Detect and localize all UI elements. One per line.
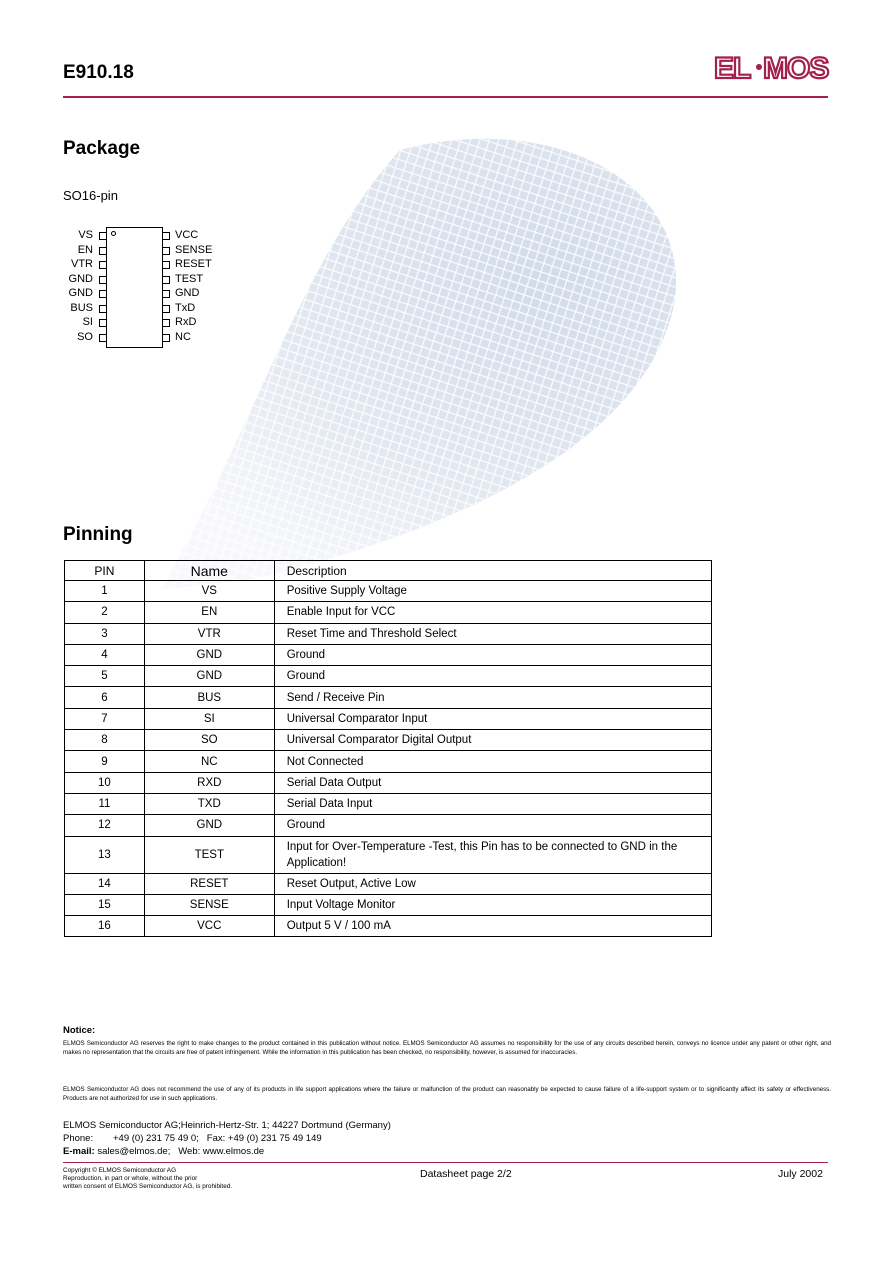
pin-description: Ground xyxy=(274,644,711,665)
copyright-line: written consent of ELMOS Semiconductor AG, is prohibited. xyxy=(63,1183,233,1190)
email-line xyxy=(63,1145,391,1158)
pin-number: 7 xyxy=(65,708,145,729)
pin-number: 3 xyxy=(65,623,145,644)
table-row xyxy=(65,730,712,751)
pin-number: 14 xyxy=(65,873,145,894)
pin-description: Reset Output, Active Low xyxy=(274,873,711,894)
package-heading: Package xyxy=(63,138,141,159)
pin-label-right: GND xyxy=(175,287,200,299)
copyright-line: Copyright © ELMOS Semiconductor AG xyxy=(63,1167,177,1174)
header-divider xyxy=(63,96,828,98)
pin-description: Output 5 V / 100 mA xyxy=(274,916,711,937)
pin-pad xyxy=(162,232,170,240)
pin-name: SENSE xyxy=(144,894,274,915)
phone-label: Phone: xyxy=(63,1133,94,1144)
table-row xyxy=(65,772,712,793)
pin-name: VCC xyxy=(144,916,274,937)
pin-name: SI xyxy=(144,708,274,729)
table-row xyxy=(65,815,712,836)
pin-label-left: GND xyxy=(68,287,93,299)
pin-pad xyxy=(162,276,170,284)
pin-number: 6 xyxy=(65,687,145,708)
pin-label-left: EN xyxy=(77,243,93,256)
pin-number: 8 xyxy=(65,730,145,751)
pin-label-left: SI xyxy=(82,316,93,328)
pin-pad xyxy=(99,276,107,284)
pin-description: Serial Data Output xyxy=(274,772,711,793)
notice-paragraph: ELMOS Semiconductor AG reserves the right to make changes to the product contained in this publication without notice. ELMOS Semiconductor AG assumes no responsibility for the use of any circuits described herein, conveys no licence under any patent or other right, and makes no representation that the circuits are free of patent infringement. While the information in this publication has been checked, no responsibility, however, is assumed for inaccuracies. xyxy=(63,1040,831,1056)
notice-paragraph: ELMOS Semiconductor AG does not recommend the use of any of its products in life support applications where the failure or malfunction of the product can reasonably be expected to cause failure of a life-support system or to significantly affect its safety or effectiveness. Products are not authorized for use in such applications. xyxy=(63,1086,831,1102)
pin-label-left: VS xyxy=(78,229,93,241)
table-row xyxy=(65,836,712,873)
company-address: ELMOS Semiconductor AG;Heinrich-Hertz-Str. 1; 44227 Dortmund (Germany) xyxy=(63,1120,391,1131)
pin-label-left: GND xyxy=(68,272,93,285)
pin-number: 10 xyxy=(65,772,145,793)
pin-name: VTR xyxy=(144,623,274,644)
pin-label-right: NC xyxy=(175,330,191,343)
pin-name: GND xyxy=(144,666,274,687)
pin-label-left: BUS xyxy=(70,301,93,314)
svg-text:MOS: MOS xyxy=(763,52,829,85)
pin-label-right: TEST xyxy=(175,272,204,285)
pin-description: Input for Over-Temperature -Test, this Pin has to be connected to GND in the Application! xyxy=(274,836,711,873)
pin-name: RESET xyxy=(144,873,274,894)
pin-description: Reset Time and Threshold Select xyxy=(274,623,711,644)
footer-divider xyxy=(63,1162,828,1163)
page-number: Datasheet page 2/2 xyxy=(420,1168,512,1180)
web-address[interactable]: www.elmos.de xyxy=(202,1146,265,1157)
pin-number: 16 xyxy=(65,916,145,937)
pin-pad xyxy=(162,290,170,298)
document-number: E910.18 xyxy=(63,62,134,83)
copyright-notice xyxy=(63,1167,232,1191)
pin-label-right: RxD xyxy=(175,316,197,328)
phone-line xyxy=(63,1132,391,1145)
company-contact xyxy=(63,1119,391,1158)
pin-description: Universal Comparator Digital Output xyxy=(274,730,711,751)
pin-name: TXD xyxy=(144,793,274,814)
pin-label-right: SENSE xyxy=(175,243,213,256)
elmos-logo xyxy=(712,46,830,86)
pin-number: 2 xyxy=(65,602,145,623)
web-label: Web: xyxy=(178,1146,201,1157)
pin-description: Not Connected xyxy=(274,751,711,772)
pin-name: NC xyxy=(144,751,274,772)
pin-pad xyxy=(162,334,170,342)
pin-name: RXD xyxy=(144,772,274,793)
table-row xyxy=(65,666,712,687)
pin-number: 11 xyxy=(65,793,145,814)
pinning-heading: Pinning xyxy=(63,524,133,545)
pin-description: Universal Comparator Input xyxy=(274,708,711,729)
pin-pad xyxy=(99,232,107,240)
pin-pad xyxy=(99,305,107,313)
pin-name: GND xyxy=(144,815,274,836)
table-row xyxy=(65,793,712,814)
fax-number: +49 (0) 231 75 49 149 xyxy=(227,1133,322,1144)
table-row xyxy=(65,581,712,602)
pin-name: BUS xyxy=(144,687,274,708)
pin-name: SO xyxy=(144,730,274,751)
pin-label-right: VCC xyxy=(175,229,199,241)
pin-pad xyxy=(99,261,107,269)
pin-number: 9 xyxy=(65,751,145,772)
pin-number: 13 xyxy=(65,836,145,873)
pin1-indicator xyxy=(111,231,116,236)
table-row xyxy=(65,894,712,915)
pin-description: Send / Receive Pin xyxy=(274,687,711,708)
table-row xyxy=(65,687,712,708)
column-header-pin: PIN xyxy=(65,561,145,581)
copyright-line: Reproduction, in part or whole, without the prior xyxy=(63,1175,198,1182)
pin-description: Serial Data Input xyxy=(274,793,711,814)
pin-pad xyxy=(99,247,107,255)
email-label: E-mail: xyxy=(63,1146,95,1157)
pin-label-left: VTR xyxy=(71,258,93,270)
table-row xyxy=(65,602,712,623)
table-row xyxy=(65,644,712,665)
pin-number: 15 xyxy=(65,894,145,915)
table-row xyxy=(65,873,712,894)
pin-description: Enable Input for VCC xyxy=(274,602,711,623)
pin-pad xyxy=(162,261,170,269)
pin-pad xyxy=(162,247,170,255)
pin-number: 4 xyxy=(65,644,145,665)
wafer-image xyxy=(130,110,730,590)
chip-outline xyxy=(106,227,163,348)
pin-description: Positive Supply Voltage xyxy=(274,581,711,602)
pin-name: EN xyxy=(144,602,274,623)
pin-description: Input Voltage Monitor xyxy=(274,894,711,915)
pin-name: GND xyxy=(144,644,274,665)
pin-pad xyxy=(162,319,170,327)
package-subtitle: SO16-pin xyxy=(63,188,118,203)
phone-number: +49 (0) 231 75 49 0; xyxy=(113,1133,199,1144)
pin-description: Ground xyxy=(274,666,711,687)
fax-label: Fax: xyxy=(206,1133,226,1144)
pin-pad xyxy=(162,305,170,313)
notice-heading: Notice: xyxy=(63,1025,96,1036)
pin-name: VS xyxy=(144,581,274,602)
table-row xyxy=(65,623,712,644)
pin-pad xyxy=(99,334,107,342)
pinning-table xyxy=(64,560,712,937)
svg-text:EL: EL xyxy=(714,52,751,85)
pin-name: TEST xyxy=(144,836,274,873)
pin-label-left: SO xyxy=(77,330,93,343)
table-row xyxy=(65,916,712,937)
pin-number: 1 xyxy=(65,581,145,602)
pin-number: 5 xyxy=(65,666,145,687)
pin-pad xyxy=(99,290,107,298)
pin-label-right: RESET xyxy=(175,258,212,270)
pin-number: 12 xyxy=(65,815,145,836)
pin-description: Ground xyxy=(274,815,711,836)
document-date: July 2002 xyxy=(778,1168,823,1180)
column-header-description: Description xyxy=(274,561,711,581)
email-address[interactable]: sales@elmos.de; xyxy=(97,1146,171,1157)
table-row xyxy=(65,751,712,772)
table-header-row xyxy=(65,561,712,581)
pin-pad xyxy=(99,319,107,327)
column-header-name: Name xyxy=(144,561,274,581)
table-row xyxy=(65,708,712,729)
pin-label-right: TxD xyxy=(175,301,196,314)
